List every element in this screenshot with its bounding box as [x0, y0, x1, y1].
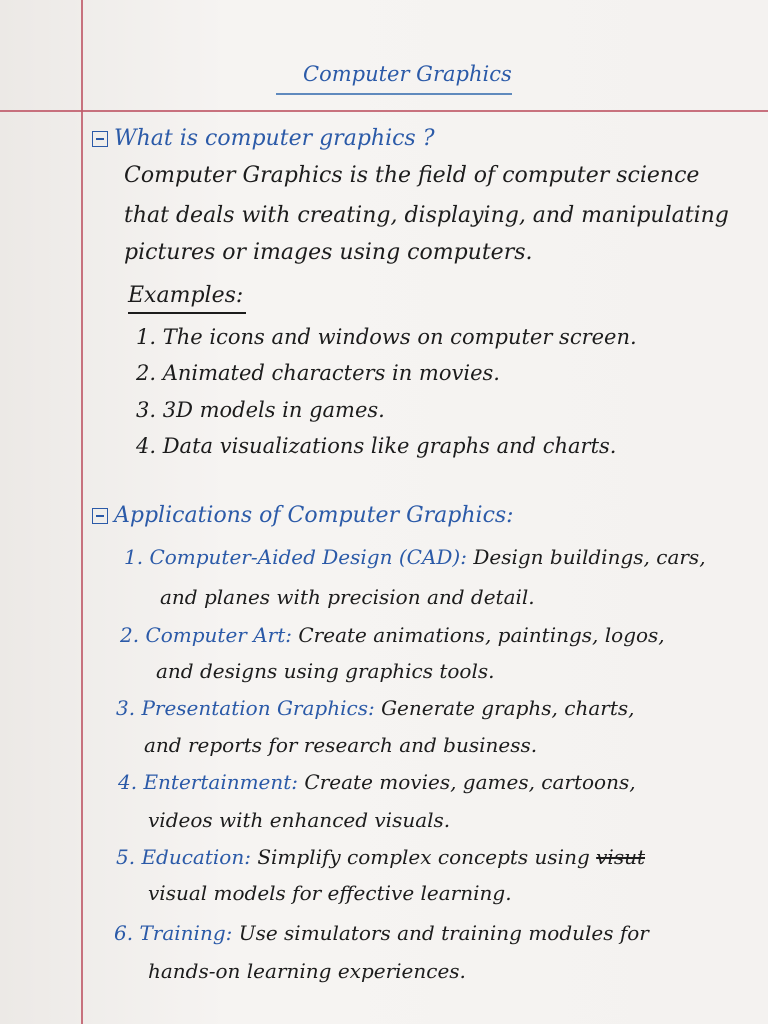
section1-heading [92, 126, 435, 151]
application-continuation: and designs using graphics tools. [156, 659, 495, 683]
application-item-2 [120, 623, 665, 647]
title-underline [276, 93, 512, 95]
application-continuation: videos with enhanced visuals. [148, 808, 451, 832]
application-label: 4. Entertainment: [118, 770, 299, 794]
examples-underline [128, 312, 246, 314]
section2-heading-text: Applications of Computer Graphics: [114, 503, 514, 528]
checkbox-icon [92, 508, 108, 524]
example-item: 2. Animated characters in movies. [136, 361, 500, 385]
application-item-3 [116, 696, 634, 720]
application-label: 5. Education: [116, 845, 251, 869]
examples-label: Examples: [128, 283, 244, 308]
application-continuation: hands-on learning experiences. [148, 959, 466, 983]
header-line [0, 110, 768, 112]
example-item: 4. Data visualizations like graphs and charts. [136, 434, 617, 458]
example-item: 1. The icons and windows on computer screen. [136, 325, 637, 349]
definition-line-3: pictures or images using computers. [124, 240, 533, 265]
example-item: 3. 3D models in games. [136, 398, 385, 422]
application-text: Create movies, games, cartoons, [304, 770, 636, 794]
page-title: Computer Graphics [303, 62, 512, 86]
section1-heading-text: What is computer graphics ? [114, 126, 435, 151]
application-text: Generate graphs, charts, [381, 696, 635, 720]
margin-line [81, 0, 83, 1024]
section2-heading [92, 503, 514, 528]
application-continuation: and reports for research and business. [144, 733, 538, 757]
application-text: Use simulators and training modules for [238, 921, 649, 945]
application-text: Simplify complex concepts using [257, 845, 590, 869]
definition-line-1: Computer Graphics is the field of computer science [124, 163, 700, 188]
checkbox-icon [92, 131, 108, 147]
application-label: 1. Computer-Aided Design (CAD): [124, 545, 467, 569]
application-item-6 [114, 921, 649, 945]
application-label: 3. Presentation Graphics: [116, 696, 375, 720]
application-continuation: and planes with precision and detail. [160, 585, 535, 609]
application-text: Design buildings, cars, [473, 545, 706, 569]
application-label: 6. Training: [114, 921, 233, 945]
application-item-5 [116, 845, 645, 869]
application-item-4 [118, 770, 636, 794]
application-item-1 [124, 545, 706, 569]
application-continuation: visual models for effective learning. [148, 881, 512, 905]
definition-line-2: that deals with creating, displaying, and manipulating [124, 203, 729, 228]
struck-word: visut [596, 845, 646, 869]
application-text: Create animations, paintings, logos, [298, 623, 665, 647]
application-label: 2. Computer Art: [120, 623, 293, 647]
